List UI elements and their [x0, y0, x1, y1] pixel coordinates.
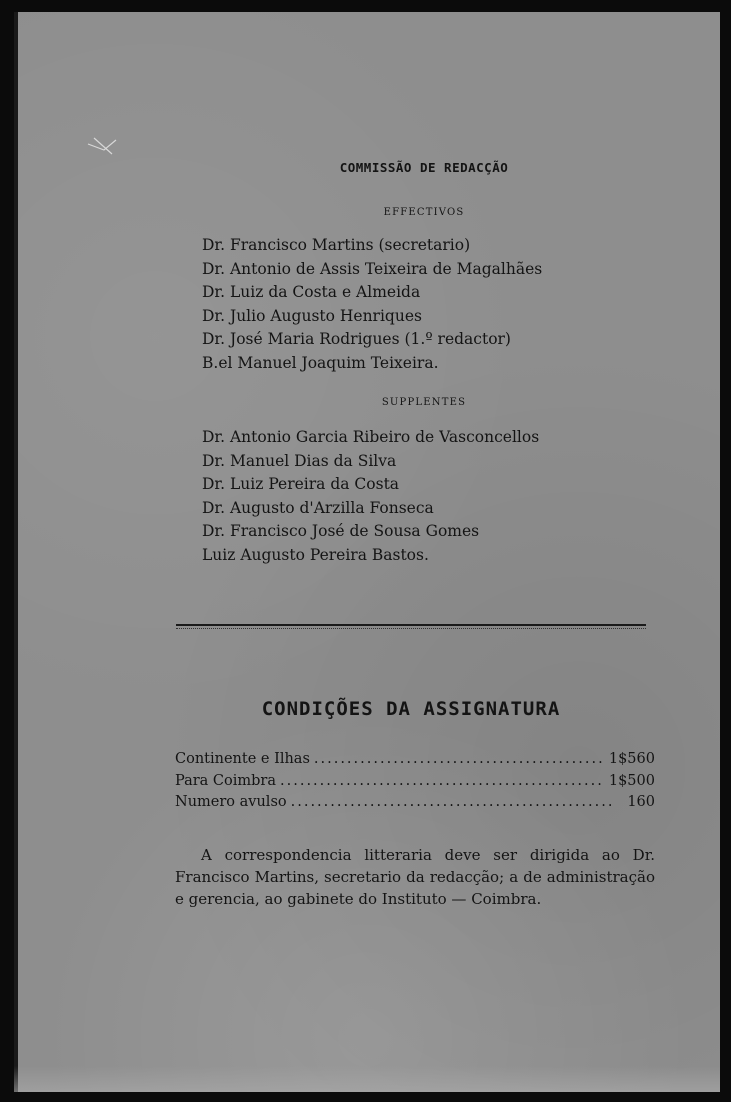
list-item: Dr. Julio Augusto Henriques: [202, 306, 422, 325]
dot-leader: [291, 792, 611, 814]
commission-title: COMMISSÃO DE REDACÇÃO: [339, 160, 509, 175]
price-label: Para Coimbra: [175, 772, 277, 789]
list-item: Dr. Luiz da Costa e Almeida: [202, 283, 421, 301]
paper-scratch-mark: [86, 130, 126, 158]
effectivos-heading: EFFECTIVOS: [383, 207, 465, 218]
list-item: Dr. Augusto d'Arzilla Fonseca: [202, 498, 434, 517]
section-divider: [176, 624, 646, 626]
list-item: Dr. José Maria Rodrigues (1.º redactor): [202, 330, 511, 348]
dot-leader: [280, 771, 605, 793]
list-item: Dr. Francisco José de Sousa Gomes: [202, 522, 480, 540]
subscription-title: CONDIÇÕES DA ASSIGNATURA: [261, 698, 561, 720]
price-value: 1$560: [608, 751, 655, 767]
list-item: Dr. Antonio de Assis Teixeira de Magalhães: [202, 259, 543, 278]
price-value: 160: [627, 794, 655, 810]
page-bottom-fade: [14, 1066, 720, 1092]
price-value: 1$500: [608, 772, 655, 789]
dot-leader: [314, 749, 605, 771]
list-item: Luiz Augusto Pereira Bastos.: [202, 545, 429, 564]
document-page: [14, 12, 720, 1092]
price-row: [175, 749, 655, 771]
list-item: Dr. Manuel Dias da Silva: [202, 451, 397, 470]
correspondence-note: A correspondencia litteraria deve ser dirigida ao Dr. Francisco Martins, secretario da redacção; a de administração e gerencia, ao gabinete do Instituto — Coimbra.: [175, 846, 655, 908]
price-label: Continente e Ilhas: [175, 751, 310, 767]
supplentes-heading: SUPPLENTES: [381, 397, 467, 408]
price-row: [175, 792, 655, 814]
price-table: [175, 749, 655, 814]
section-divider-dots: [176, 628, 646, 629]
effectivos-list: [202, 234, 542, 375]
price-row: [175, 771, 655, 793]
list-item: Dr. Francisco Martins (secretario): [202, 236, 471, 254]
list-item: Dr. Luiz Pereira da Costa: [202, 475, 400, 493]
price-label: Numero avulso: [175, 794, 287, 810]
supplentes-list: [202, 426, 539, 567]
list-item: B.el Manuel Joaquim Teixeira.: [202, 353, 439, 372]
list-item: Dr. Antonio Garcia Ribeiro de Vasconcellos: [202, 428, 540, 446]
